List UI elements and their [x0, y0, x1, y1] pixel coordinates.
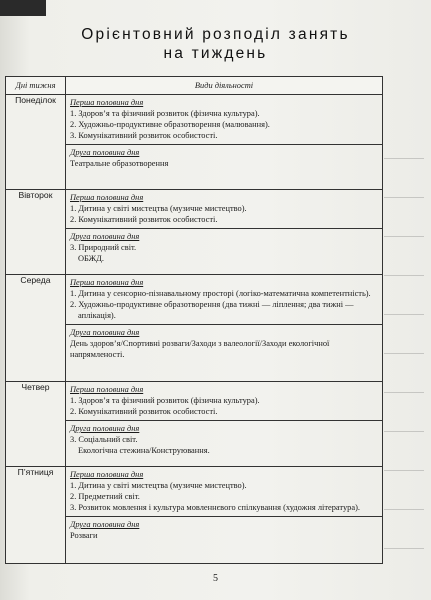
corner-print-mark — [0, 0, 46, 16]
page-subtitle: на тиждень — [163, 45, 268, 62]
list-item: 2. Комунікативний розвиток особистості. — [70, 407, 218, 416]
table-header-row — [6, 77, 383, 95]
list-item: ОБЖД. — [78, 254, 104, 263]
day-name: Четвер — [6, 382, 66, 467]
day-row-monday — [6, 95, 383, 190]
first-half-block — [66, 190, 382, 228]
list-item: 2. Художньо-продуктивне образотворення (два тижні — ліплення; два тижні — аплікація). — [70, 300, 354, 320]
day-name: Середа — [6, 275, 66, 382]
activities-cell — [66, 190, 383, 275]
activities-cell — [66, 467, 383, 564]
first-half-block — [66, 275, 382, 324]
list-item: День здоров’я/Спортивні розваги/Заходи з валеології/Заходи екологічної напрямленості. — [70, 339, 330, 359]
half-label: Друга половина дня — [70, 424, 140, 433]
list-item: 2. Художньо-продуктивне образотворення (малювання). — [70, 120, 270, 129]
activities-cell — [66, 275, 383, 382]
list-item: 2. Комунікативний розвиток особистості. — [70, 215, 218, 224]
list-item: 3. Розвиток мовлення і культура мовленнєвого спілкування (художня література). — [70, 503, 360, 512]
list-item: 1. Дитина у сенсорно-пізнавальному просторі (логіко-математична компетентність). — [70, 289, 371, 298]
list-item: Розваги — [70, 531, 98, 540]
second-half-block — [66, 516, 382, 544]
day-row-tuesday — [6, 190, 383, 275]
half-label: Перша половина дня — [70, 385, 144, 394]
half-label: Перша половина дня — [70, 470, 144, 479]
list-item: 2. Предметний світ. — [70, 492, 140, 501]
list-item: 3. Природний світ. — [70, 243, 137, 252]
first-half-block — [66, 95, 382, 144]
half-label: Друга половина дня — [70, 328, 140, 337]
list-item: 1. Здоров’я та фізичний розвиток (фізична культура). — [70, 109, 260, 118]
day-row-thursday — [6, 382, 383, 467]
half-label: Друга половина дня — [70, 148, 140, 157]
activities-cell — [66, 95, 383, 190]
activities-cell — [66, 382, 383, 467]
list-item: 1. Здоров’я та фізичний розвиток (фізична культура). — [70, 396, 260, 405]
header-day: Дні тижня — [6, 77, 66, 95]
list-item: 3. Комунікативний розвиток особистості. — [70, 131, 218, 140]
bleed-through-shadow — [384, 120, 424, 560]
first-half-block — [66, 382, 382, 420]
day-name: Вівторок — [6, 190, 66, 275]
second-half-block — [66, 324, 382, 363]
half-label: Друга половина дня — [70, 232, 140, 241]
day-name: Понеділок — [6, 95, 66, 190]
page-title: Орієнтовний розподіл занять — [81, 26, 350, 43]
list-item: 1. Дитина у світі мистецтва (музичне мистецтво). — [70, 481, 247, 490]
list-item: 1. Дитина у світі мистецтва (музичне мистецтво). — [70, 204, 247, 213]
list-item: Театральне образотворення — [70, 159, 169, 168]
weekly-schedule-table — [5, 76, 383, 564]
list-item: 3. Соціальний світ. — [70, 435, 138, 444]
half-label: Перша половина дня — [70, 98, 144, 107]
first-half-block — [66, 467, 382, 516]
header-activity: Види діяльності — [66, 77, 383, 95]
second-half-block — [66, 228, 382, 267]
day-name: П’ятниця — [6, 467, 66, 564]
half-label: Перша половина дня — [70, 278, 144, 287]
day-row-friday — [6, 467, 383, 564]
day-row-wednesday — [6, 275, 383, 382]
list-item: Екологічна стежина/Конструювання. — [78, 446, 210, 455]
second-half-block — [66, 144, 382, 172]
half-label: Друга половина дня — [70, 520, 140, 529]
second-half-block — [66, 420, 382, 459]
page-number: 5 — [213, 573, 218, 584]
half-label: Перша половина дня — [70, 193, 144, 202]
